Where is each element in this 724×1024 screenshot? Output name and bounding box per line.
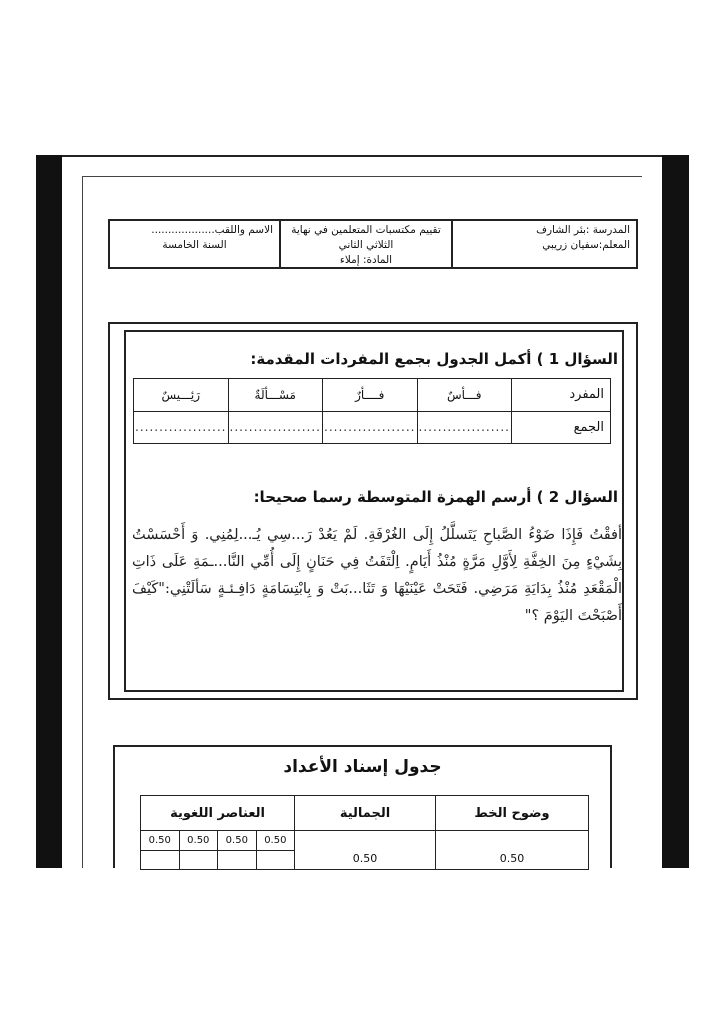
element-score: 0.50 (179, 831, 218, 851)
handwriting-score: 0.50 (435, 831, 588, 870)
question-2-title: السؤال 2 ) أرسم الهمزة المتوسطة رسما صحيحا: (253, 488, 618, 506)
element-score: 0.50 (141, 831, 180, 851)
singular-row (134, 379, 611, 412)
grade-level: السنة الخامسة (162, 239, 227, 251)
answer-blank[interactable]: ................... (134, 411, 229, 444)
scan-border-left (36, 155, 62, 868)
handwriting-header: وضوح الخط (435, 796, 588, 831)
plural-label: الجمع (512, 411, 611, 444)
assessment-title: تقييم مكتسبات المتعلمين في نهاية (291, 224, 441, 236)
page-margin-line (82, 176, 642, 177)
language-elements-header: العناصر اللغوية (141, 796, 295, 831)
element-score-blank[interactable] (218, 850, 257, 870)
student-name-field: الاسم واللقب................... (151, 224, 273, 236)
aesthetics-header: الجمالية (295, 796, 436, 831)
assessment-title-cell (279, 221, 451, 267)
term-label: الثلاثي الثاني (338, 239, 394, 251)
grading-table (140, 795, 589, 870)
school-name: المدرسة :بئر الشارف (536, 224, 630, 236)
grading-score-row (141, 831, 589, 851)
answer-blank[interactable]: ................... (228, 411, 323, 444)
singular-label: المفرد (512, 379, 611, 412)
school-info-cell (451, 221, 636, 267)
word-cell: مَسْـــألَةٌ (228, 379, 323, 412)
element-score: 0.50 (218, 831, 257, 851)
page-top-edge (62, 155, 662, 157)
worksheet-header (108, 219, 638, 269)
grading-title: جدول إسناد الأعداد (283, 757, 442, 777)
element-score-blank[interactable] (256, 850, 295, 870)
element-score: 0.50 (256, 831, 295, 851)
subject-label: المادة: إملاء (339, 254, 393, 266)
dictation-paragraph: أفقْتُ فَإِذَا ضَوْءُ الصَّباحِ يَتَسلَّلُ إِلَى الغُرْفَةِ. لَمْ يَعُدْ رَ...سِي يُـ...لِمُنِي. وَ أَحْسَسْتُ بِشَيْءٍ مِنَ الخِفَّةِ لِأَوَّلِ مَرَّةٍ مُنْذُ أَيَامٍ. اِلْتَفَتُ فِي حَنَانٍ إِلَى أُمِّي النَّا...ـمَةِ عَلَى ذَاتِ الْمَقْعَدِ مُنْذُ بِدَايَةِ مَرَضِي. فَتَحَتْ عَيْنَيْهَا وَ تَثَا...بَتْ وَ بِابْتِسَامَةٍ دَافِـئـةٍ سَألَتْنِي:"كَيْفَ أَصْبَحْتَ اليَوْمَ ؟" (132, 527, 622, 624)
element-score-blank[interactable] (141, 850, 180, 870)
answer-blank[interactable]: ................... (417, 411, 512, 444)
aesthetics-score: 0.50 (295, 831, 436, 870)
word-cell: رَئِـــيسٌ (134, 379, 229, 412)
scan-border-right (662, 155, 689, 868)
page-margin-vline (82, 176, 83, 868)
question-1-title: السؤال 1 ) أكمل الجدول بجمع المفردات المقدمة: (250, 350, 618, 368)
answer-blank[interactable]: ................... (323, 411, 418, 444)
element-score-blank[interactable] (179, 850, 218, 870)
plural-row (134, 411, 611, 444)
word-cell: فـــأسٌ (417, 379, 512, 412)
word-cell: فــــأرٌ (323, 379, 418, 412)
student-info-cell (110, 221, 279, 267)
teacher-name: المعلم:سفيان زريبي (542, 239, 630, 251)
grading-header-row (141, 796, 589, 831)
plural-table (133, 378, 611, 444)
